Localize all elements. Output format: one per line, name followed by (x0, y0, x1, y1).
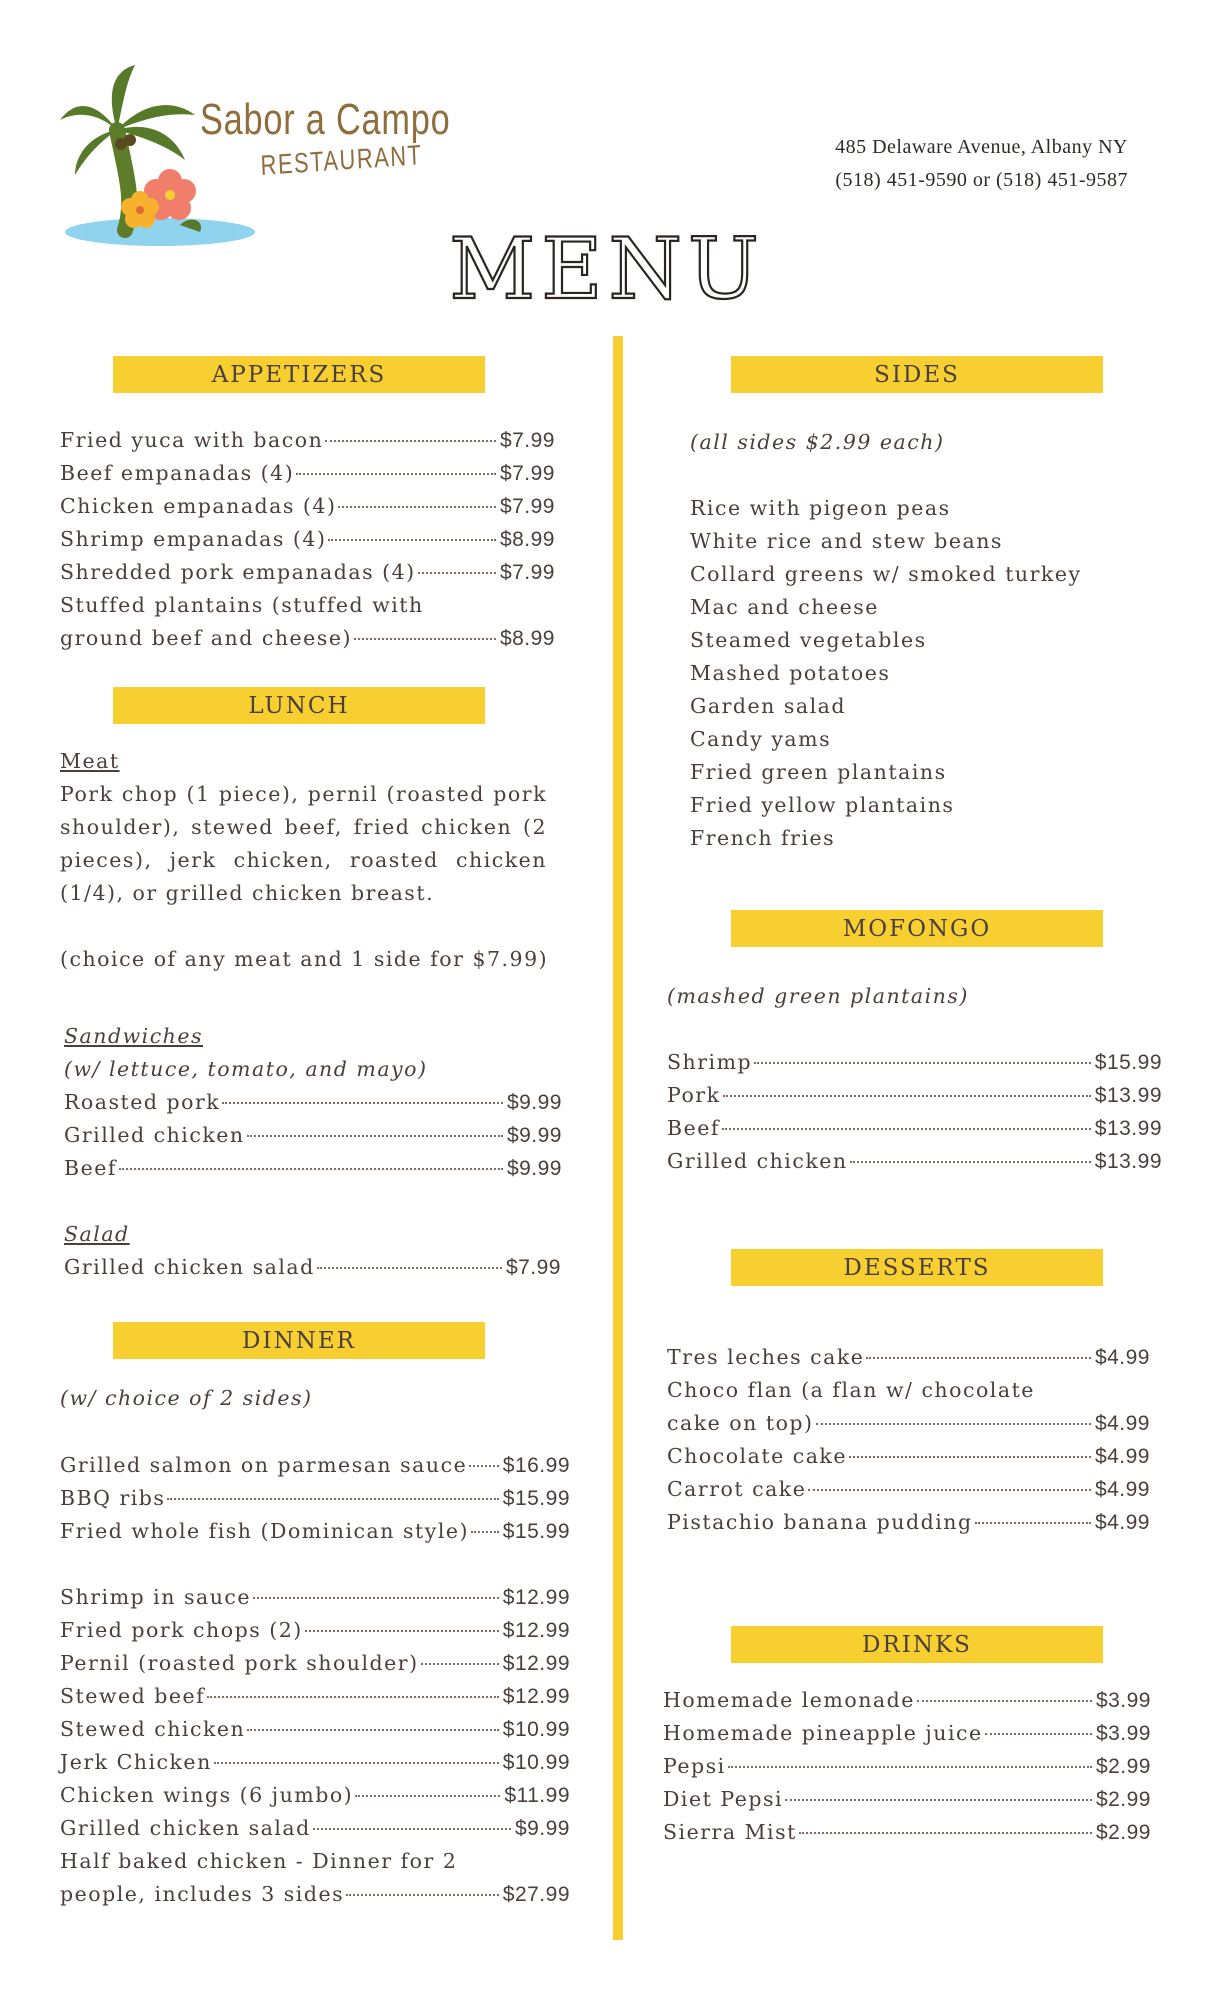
restaurant-address: 485 Delaware Avenue, Albany NY (835, 136, 1128, 158)
sides-list (690, 492, 1082, 855)
menu-item: Fried pork chops (2) $12.99 (60, 1618, 570, 1642)
section-header-sides: SIDES (731, 356, 1103, 393)
menu-item: Stewed beef $12.99 (60, 1684, 570, 1708)
list-item: Collard greens w/ smoked turkey (690, 562, 1082, 586)
list-item: Fried green plantains (690, 760, 947, 784)
menu-item: Sierra Mist $2.99 (663, 1820, 1151, 1844)
list-item: Fried yellow plantains (690, 793, 955, 817)
list-item: French fries (690, 826, 836, 850)
dinner-list-1 (60, 1449, 570, 1548)
menu-item: Pepsi $2.99 (663, 1754, 1151, 1778)
menu-item: Shredded pork empanadas (4) $7.99 (60, 560, 555, 584)
section-header-mofongo: MOFONGO (731, 910, 1103, 947)
logo-name: Sabor a Campo (200, 95, 451, 144)
menu-item: Pernil (roasted pork shoulder) $12.99 (60, 1651, 570, 1675)
menu-item: Beef empanadas (4) $7.99 (60, 461, 555, 485)
menu-item: Roasted pork $9.99 (64, 1090, 562, 1114)
page-title: MENU (449, 220, 765, 318)
menu-item: Shrimp in sauce $12.99 (60, 1585, 570, 1609)
appetizers-list (60, 424, 555, 655)
section-header-dinner: DINNER (113, 1322, 485, 1359)
list-item: White rice and stew beans (690, 529, 1003, 553)
list-item: Mac and cheese (690, 595, 879, 619)
menu-item: Homemade lemonade $3.99 (663, 1688, 1151, 1712)
list-item: Mashed potatoes (690, 661, 891, 685)
menu-item: Tres leches cake $4.99 (667, 1345, 1150, 1369)
section-header-drinks: DRINKS (731, 1626, 1103, 1663)
menu-item: Grilled chicken $13.99 (667, 1149, 1162, 1173)
sandwiches-note: (w/ lettuce, tomato, and mayo) (64, 1057, 428, 1081)
menu-item: Stewed chicken $10.99 (60, 1717, 570, 1741)
restaurant-phone: (518) 451-9590 or (518) 451-9587 (835, 169, 1128, 191)
menu-item: Beef $13.99 (667, 1116, 1162, 1140)
meat-heading: Meat (60, 749, 120, 773)
menu-item: people, includes 3 sides $27.99 (60, 1882, 570, 1906)
menu-item-line: Stuffed plantains (stuffed with (60, 593, 424, 617)
menu-item: Shrimp empanadas (4) $8.99 (60, 527, 555, 551)
menu-item: Pork $13.99 (667, 1083, 1162, 1107)
menu-item: Chocolate cake $4.99 (667, 1444, 1150, 1468)
menu-item: Pistachio banana pudding $4.99 (667, 1510, 1150, 1534)
mofongo-list (667, 1046, 1162, 1178)
menu-item: Jerk Chicken $10.99 (60, 1750, 570, 1774)
menu-item: Fried yuca with bacon $7.99 (60, 428, 555, 452)
sides-note: (all sides $2.99 each) (690, 430, 945, 454)
menu-item: Diet Pepsi $2.99 (663, 1787, 1151, 1811)
menu-item: ground beef and cheese) $8.99 (60, 626, 555, 650)
menu-item: BBQ ribs $15.99 (60, 1486, 570, 1510)
menu-item: Carrot cake $4.99 (667, 1477, 1150, 1501)
mofongo-note: (mashed green plantains) (667, 984, 969, 1008)
menu-item-line: Half baked chicken - Dinner for 2 (60, 1849, 458, 1873)
dinner-note: (w/ choice of 2 sides) (60, 1386, 313, 1410)
drinks-list (663, 1684, 1151, 1849)
menu-item: Homemade pineapple juice $3.99 (663, 1721, 1151, 1745)
dinner-list-2 (60, 1581, 570, 1911)
meat-note: (choice of any meat and 1 side for $7.99) (60, 947, 549, 971)
menu-item-line: Choco flan (a flan w/ chocolate (667, 1378, 1035, 1402)
menu-item: Grilled chicken salad $9.99 (60, 1816, 570, 1840)
logo-subtitle: RESTAURANT (260, 139, 424, 181)
section-header-appetizers: APPETIZERS (113, 356, 485, 393)
menu-item: Shrimp $15.99 (667, 1050, 1162, 1074)
list-item: Steamed vegetables (690, 628, 927, 652)
menu-item: Grilled chicken salad $7.99 (64, 1255, 561, 1279)
section-header-lunch: LUNCH (113, 687, 485, 724)
menu-item: Grilled salmon on parmesan sauce $16.99 (60, 1453, 570, 1477)
salad-heading: Salad (64, 1222, 130, 1246)
list-item: Rice with pigeon peas (690, 496, 951, 520)
desserts-list (667, 1341, 1150, 1539)
column-divider (613, 336, 623, 1940)
menu-item: Grilled chicken $9.99 (64, 1123, 562, 1147)
list-item: Candy yams (690, 727, 832, 751)
list-item: Garden salad (690, 694, 847, 718)
menu-item: Fried whole fish (Dominican style) $15.99 (60, 1519, 570, 1543)
section-header-desserts: DESSERTS (731, 1249, 1103, 1286)
menu-item: Chicken empanadas (4) $7.99 (60, 494, 555, 518)
menu-item: Chicken wings (6 jumbo) $11.99 (60, 1783, 570, 1807)
menu-item: Beef $9.99 (64, 1156, 562, 1180)
meat-description: Pork chop (1 piece), pernil (roasted pork shoulder), stewed beef, fried chicken (2 pieces), jerk chicken, roasted chicken (1/4), or grilled chicken breast. (60, 782, 547, 905)
salad-list (64, 1251, 561, 1284)
menu-item: cake on top) $4.99 (667, 1411, 1150, 1435)
sandwiches-list (64, 1086, 562, 1185)
sandwiches-heading: Sandwiches (64, 1024, 204, 1048)
